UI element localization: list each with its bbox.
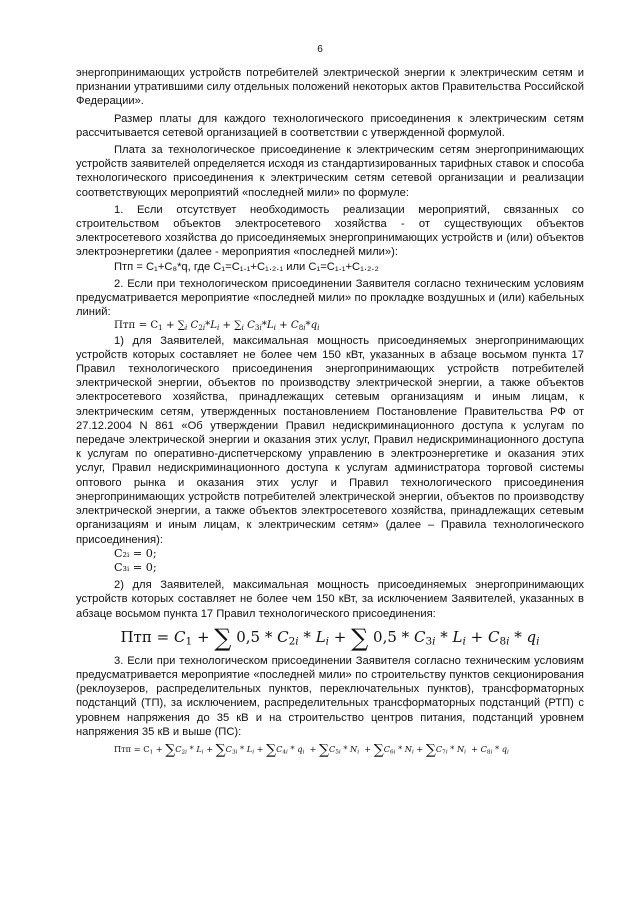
item-2-text: 2. Если при технологическом присоединении Заявителя согласно техническим условиям предусматривается мероприятие «последней мили» по прокладке воздушных и (или) кабельных линий: bbox=[76, 277, 584, 319]
paragraph-fee-size: Размер платы для каждого технологического присоединения к электрическим сетям рассчитывается сетевой организацией в соответствии с утвержденной формулой. bbox=[76, 112, 584, 139]
sum-symbol: ∑ bbox=[351, 623, 369, 652]
formula-equals-3: = bbox=[133, 743, 141, 754]
formula-ptp-substations: Птп = $C_1 + \sum C_{2i} * L_i + \sum C_{3i} * L_i + \sum C_{4i} * q_i + \sum C_{5i} * N_i + \sum C_{6i} * N_i + \sum C_{7i} * N_i + C_{8i} * q_i$ bbox=[114, 741, 509, 758]
formula-c2-zero: C₂ᵢ = 0; bbox=[114, 546, 157, 560]
coef-half-2: 0,5 bbox=[373, 627, 397, 646]
formula-label-ptp: Птп bbox=[114, 320, 136, 332]
paragraph-continuation: энергопринимающих устройств потребителей электрической энергии к электрическим сетям и признании утратившими силу отдельных положений некоторых актов Правительства Российской Федерации». bbox=[76, 67, 584, 108]
item-1-formula: Птп = С₁+С₈*q, где С₁=С₁.₁+С₁.₂.₁ или С₁=С₁.₁+С₁.₂.₂ bbox=[114, 260, 379, 273]
formula-c3-zero: C₃ᵢ = 0; bbox=[114, 560, 157, 574]
formula-equals: = bbox=[138, 320, 148, 332]
item-3-text: 3. Если при технологическом присоединении Заявителя согласно техническим условиям предусматривается мероприятие «последней мили» по строительству пунктов секционирования (реклоузеров, распределительных пунктов, переключательных пунктов), трансформаторных подстанций (ТП), за исключением, распределительных трансформаторных подстанций (РТП) с уровнем напряжения до 35 кВ и на строительство центров питания, подстанций уровнем напряжения 35 кВ и выше (ПС): bbox=[76, 654, 584, 738]
page-number: 6 bbox=[317, 44, 323, 55]
sum-symbol: ∑ bbox=[214, 623, 232, 652]
formula-ptp-half-rate: Птп = $C_1$ + ∑ $0,5 * C_{2i} * L_i$ + ∑ $0,5 * C_{3i} * L_i + C_{8i} * q_i$ bbox=[120, 623, 540, 652]
formula-equals-2: = bbox=[156, 627, 170, 646]
paragraph-fee-formula-intro: Плата за технологическое присоединение к электрическим сетям энергопринимающих устройств заявителей определяется исходя из стандартизированных тарифных ставок и способа технологического присоединения к электрическим сетям сетевой организации и реализации соответствующих мероприятий «последней мили» по формуле: bbox=[76, 144, 584, 199]
item-2-sub-2-text: 2) для Заявителей, максимальная мощность присоединяемых энергопринимающих устройств которых составляет не более чем 150 кВт, за исключением Заявителей, указанных в абзаце восьмом пункта 17 Правил технологического присоединения: bbox=[76, 579, 584, 620]
formula-label-ptp-3: Птп bbox=[114, 743, 132, 754]
item-2-sub-1-text: 1) для Заявителей, максимальная мощность присоединяемых энергопринимающих устройств которых составляет не более чем 150 кВт, указанных в абзаце восьмом пункта 17 Правил технологического присоединения энергопринимающих устройств потребителей электрической энергии, объектов по производству электрической энергии, а также объектов электросетевого хозяйства, принадлежащих сетевым организациям и иным лицам, к электрическим сетям, утвержденных постановлением Постановление Правительства РФ от 27.12.2004 N 861 «Об утверждении Правил недискриминационного доступа к услугам по передаче электрической энергии и оказания этих услуг, Правил недискриминационного доступа к услугам по оперативно-диспетчерскому управлению в электроэнергетике и оказания этих услуг, Правил недискриминационного доступа к услугам администратора торговой системы оптового рынка и оказания этих услуг и Правил технологического присоединения энергопринимающих устройств потребителей электрической энергии, объектов по производству электрической энергии, а также объектов электросетевого хозяйства, принадлежащих сетевым организациям и иным лицам, к электрическим сетям» (далее – Правила технологического присоединения): bbox=[76, 334, 584, 546]
item-1-text: 1. Если отсутствует необходимость реализации мероприятий, связанных со строительством объектов электросетевого хозяйства - от существующих объектов электросетевого хозяйства до присоединяемых энергопринимающих устройств и (или) объектов электроэнергетики (далее - мероприятия «последней мили»): bbox=[76, 203, 584, 259]
coef-half-1: 0,5 bbox=[236, 627, 261, 646]
formula-label-ptp-2: Птп bbox=[120, 627, 152, 646]
formula-ptp-lines: Птп = $C_1 + \sum_i$ $C_{2i}*L_i + \sum_i$ $C_{3i}*L_i + C_{8i}*q_i$ bbox=[114, 320, 320, 333]
document-body bbox=[76, 66, 584, 760]
